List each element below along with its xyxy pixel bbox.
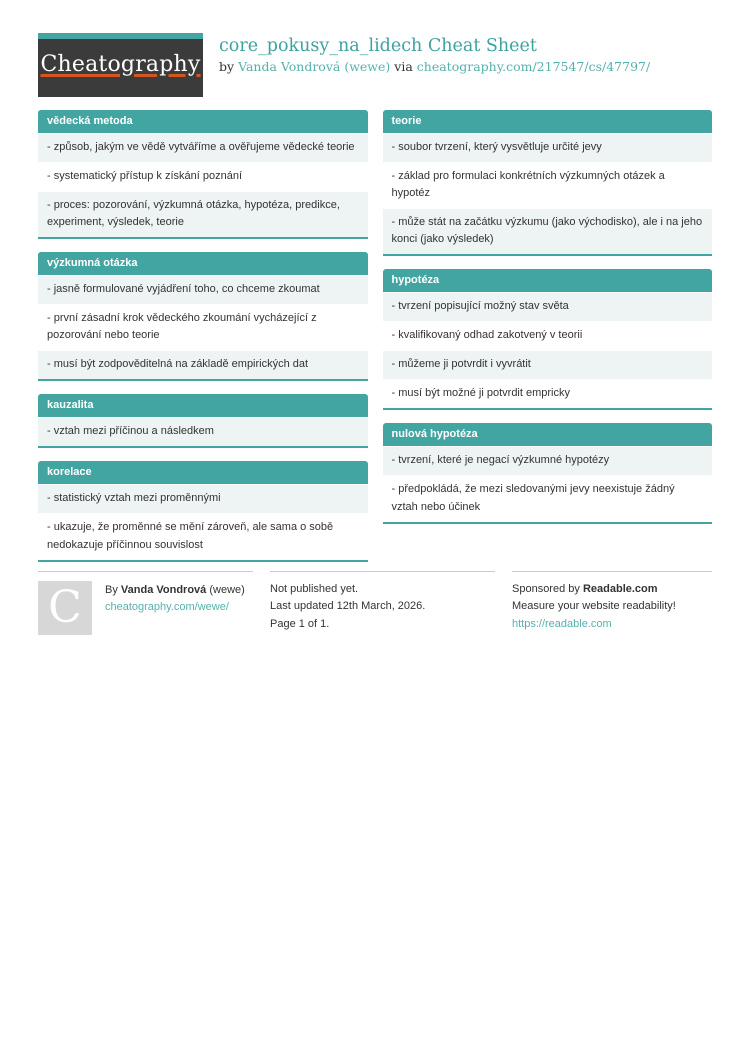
cheat-box xyxy=(38,394,368,448)
cheat-box xyxy=(38,110,368,239)
box-row: - ukazuje, že proměnné se mění zároveň, ale sama o sobě nedokazuje příčinnou souvislost xyxy=(38,513,368,559)
byline-via: via xyxy=(394,59,413,74)
cheatography-logo[interactable] xyxy=(38,33,203,97)
footer xyxy=(38,571,712,635)
footer-by-prefix: By xyxy=(105,583,118,596)
box-row: - jasně formulované vyjádření toho, co chceme zkoumat xyxy=(38,275,368,304)
byline-prefix: by xyxy=(219,59,235,74)
avatar[interactable] xyxy=(38,581,92,635)
cheat-box xyxy=(38,461,368,561)
byline xyxy=(219,59,650,74)
box-row: - může stát na začátku výzkumu (jako východisko), ale i na jeho konci (jako výsledek) xyxy=(383,208,713,254)
footer-author-name: Vanda Vondrová xyxy=(120,583,207,596)
box-row: - systematický přístup k získání poznání xyxy=(38,162,368,191)
box-row: - první zásadní krok vědeckého zkoumání vycházející z pozorování nebo teorie xyxy=(38,304,368,350)
box-row: - statistický vztah mezi proměnnými xyxy=(38,484,368,513)
title-block xyxy=(203,33,650,97)
author-link[interactable]: Vanda Vondrová (wewe) xyxy=(238,59,391,74)
cheat-box xyxy=(383,423,713,523)
box-row: - vztah mezi příčinou a následkem xyxy=(38,417,368,446)
footer-status-published: Not published yet. xyxy=(270,582,359,595)
box-title: teorie xyxy=(383,110,713,133)
box-title: hypotéza xyxy=(383,269,713,292)
footer-sponsor-section xyxy=(512,571,712,635)
footer-sponsor-name: Readable.com xyxy=(582,582,658,595)
footer-sponsor-tagline: Measure your website readability! xyxy=(512,600,676,613)
cheat-box xyxy=(38,252,368,381)
column-left xyxy=(38,110,368,562)
column-right xyxy=(383,110,713,562)
cheat-box xyxy=(383,110,713,256)
footer-status-updated: Last updated 12th March, 2026. xyxy=(270,600,426,613)
box-row: - kvalifikovaný odhad zakotvený v teorii xyxy=(383,321,713,350)
box-row: - základ pro formulaci konkrétních výzkumných otázek a hypotéz xyxy=(383,162,713,208)
box-row: - proces: pozorování, výzkumná otázka, hypotéza, predikce, experiment, výsledek, teorie xyxy=(38,191,368,237)
footer-profile-link[interactable]: cheatography.com/wewe/ xyxy=(105,601,229,614)
box-title: nulová hypotéza xyxy=(383,423,713,446)
box-title: výzkumná otázka xyxy=(38,252,368,275)
box-title: korelace xyxy=(38,461,368,484)
content-columns xyxy=(38,110,712,562)
footer-status-section xyxy=(270,571,495,635)
box-row: - předpokládá, že mezi sledovanými jevy neexistuje žádný vztah nebo účinek xyxy=(383,475,713,521)
box-row: - musí být zodpověditelná na základě empirických dat xyxy=(38,350,368,379)
footer-author-text xyxy=(105,581,245,635)
box-row: - způsob, jakým ve vědě vytváříme a ověřujeme vědecké teorie xyxy=(38,133,368,162)
source-link[interactable]: cheatography.com/217547/cs/47797/ xyxy=(416,59,651,74)
cheat-box xyxy=(383,269,713,410)
footer-sponsor-link[interactable]: https://readable.com xyxy=(512,617,612,630)
box-row: - tvrzení, které je negací výzkumné hypotézy xyxy=(383,446,713,475)
footer-author-line xyxy=(105,582,245,600)
box-row: - soubor tvrzení, který vysvětluje určité jevy xyxy=(383,133,713,162)
footer-author-suffix: (wewe) xyxy=(209,583,245,596)
footer-status-pages: Page 1 of 1. xyxy=(270,617,330,630)
header xyxy=(38,33,712,97)
logo-text: Cheatography xyxy=(40,52,201,77)
box-row: - musí být možné ji potvrdit empricky xyxy=(383,379,713,408)
box-row: - tvrzení popisující možný stav světa xyxy=(383,292,713,321)
footer-author-section xyxy=(38,571,253,635)
box-title: kauzalita xyxy=(38,394,368,417)
box-row: - můžeme ji potvrdit i vyvrátit xyxy=(383,350,713,379)
avatar-letter: C xyxy=(48,581,82,633)
page-title: core_pokusy_na_lidech Cheat Sheet xyxy=(219,36,537,56)
box-title: vědecká metoda xyxy=(38,110,368,133)
footer-sponsored-prefix: Sponsored by xyxy=(512,582,580,595)
footer-sponsor-line xyxy=(512,581,712,599)
